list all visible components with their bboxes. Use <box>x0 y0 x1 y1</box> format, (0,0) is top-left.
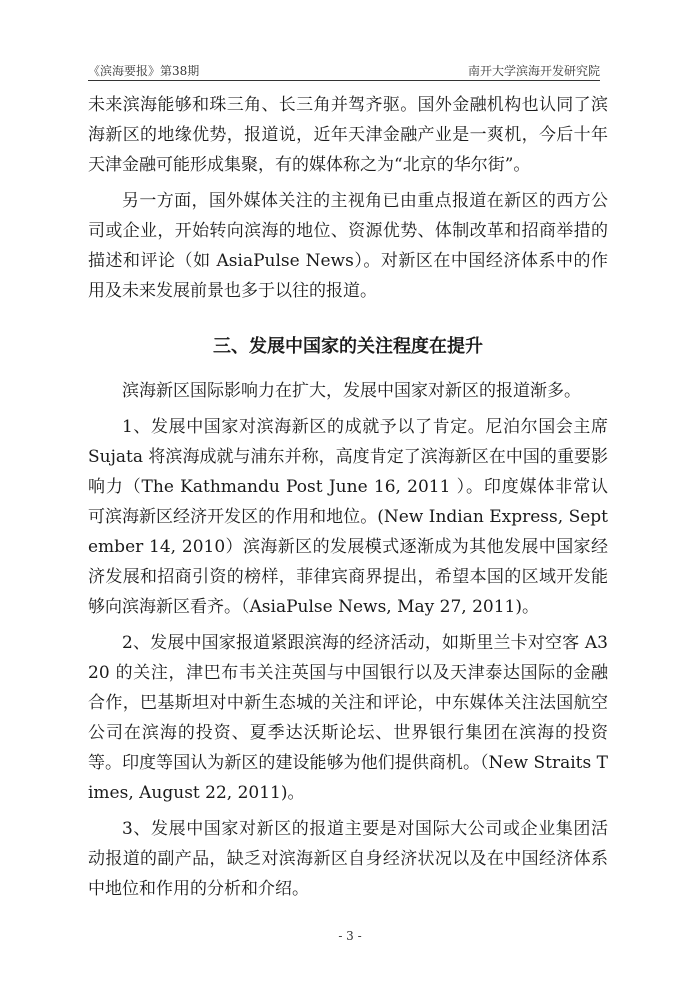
header-institution: 南开大学滨海开发研究院 <box>467 64 600 78</box>
paragraph-point-3: 3、发展中国家对新区的报道主要是对国际大公司或企业集团活动报道的副产品，缺乏对滨海新区自身经济状况以及在中国经济体系中地位和作用的分析和介绍。 <box>88 819 608 899</box>
section-heading: 三、发展中国家的关注程度在提升 <box>213 336 483 357</box>
page-header <box>88 60 600 81</box>
paragraph-intro: 滨海新区国际影响力在扩大，发展中国家对新区的报道渐多。 <box>122 381 581 401</box>
header-publication-title: 《滨海要报》第38期 <box>88 64 200 78</box>
page-number: - 3 - <box>338 929 362 943</box>
paragraph-media-focus: 另一方面，国外媒体关注的主视角已由重点报道在新区的西方公司或企业，开始转向滨海的地位、资源优势、体制改革和招商举措的描述和评论（如 AsiaPulse News）。对新区在中国经济体系中的作用及未来发展前景也多于以往的报道。 <box>88 191 608 301</box>
document-body <box>88 90 608 904</box>
paragraph-point-1: 1、发展中国家对滨海新区的成就予以了肯定。尼泊尔国会主席 Sujata 将滨海成就与浦东并称，高度肯定了滨海新区在中国的重要影响力（The Kathmandu Post June 16, 2011 ）。印度媒体非常认可滨海新区经济开发区的作用和地位。(New Indian Express, September 14, 2010）滨海新区的发展模式逐渐成为其他发展中国家经济发展和招商引资的榜样，菲律宾商界提出，希望本国的区域开发能够向滨海新区看齐。（AsiaPulse News, May 27, 2011)。 <box>88 417 608 617</box>
paragraph-continued: 未来滨海能够和珠三角、长三角并驾齐驱。国外金融机构也认同了滨海新区的地缘优势，报道说，近年天津金融产业是一爽机，今后十年天津金融可能形成集聚，有的媒体称之为“北京的华尔街”。 <box>88 95 608 175</box>
paragraph-point-2: 2、发展中国家报道紧跟滨海的经济活动，如斯里兰卡对空客 A320 的关注，津巴布韦关注英国与中国银行以及天津泰达国际的金融合作，巴基斯坦对中新生态城的关注和评论，中东媒体关注法国航空公司在滨海的投资、夏季达沃斯论坛、世界银行集团在滨海的投资等。印度等国认为新区的建设能够为他们提供商机。（New Straits Times, August 22, 2011)。 <box>88 633 608 803</box>
